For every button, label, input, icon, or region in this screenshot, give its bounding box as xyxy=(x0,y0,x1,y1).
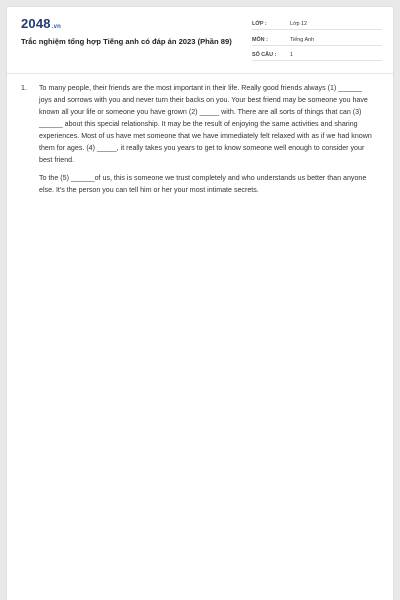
document-header xyxy=(7,7,393,69)
document-title: Trắc nghiệm tổng hợp Tiếng anh có đáp án 2023 (Phần 89) xyxy=(21,37,232,46)
meta-row-question-count xyxy=(252,49,382,61)
document-page xyxy=(6,6,394,600)
meta-label: LỚP : xyxy=(252,21,267,27)
question-passage xyxy=(39,82,375,196)
logo-suffix: .vn xyxy=(51,24,62,30)
header-divider xyxy=(7,73,393,74)
meta-label: SỐ CÂU : xyxy=(252,52,277,58)
question-block xyxy=(21,82,381,202)
passage-paragraph: To the (5) ______of us, this is someone we trust completely and who understands us better than anyone else. It's the person you can tell him or her your most intimate secrets. xyxy=(39,174,367,194)
meta-label: MÔN : xyxy=(252,37,268,43)
meta-row-subject xyxy=(252,34,382,46)
meta-value: Lớp 12 xyxy=(290,21,308,27)
meta-value: Tiếng Anh xyxy=(290,37,315,43)
logo-main: 2048 xyxy=(21,16,51,31)
question-number: 1. xyxy=(21,84,27,92)
site-logo[interactable] xyxy=(21,16,61,31)
meta-value: 1 xyxy=(290,52,293,58)
meta-row-class xyxy=(252,18,382,30)
passage-paragraph: To many people, their friends are the most important in their life. Really good friends always (1) ______ joys and sorrows with you and never turn their backs on you. Your best friend may be someone you have known all your life or someone you have grown (2) _____ with. There are all sorts of things that can (3) ______ about this special relationship. It may be the result of enjoying the same activities and sharing experiences. Most of us have met someone that we have immediately felt relaxed with as if we had known them for ages. (4) _____, it really takes you years to get to know someone well enough to consider your best friend. xyxy=(39,84,372,164)
